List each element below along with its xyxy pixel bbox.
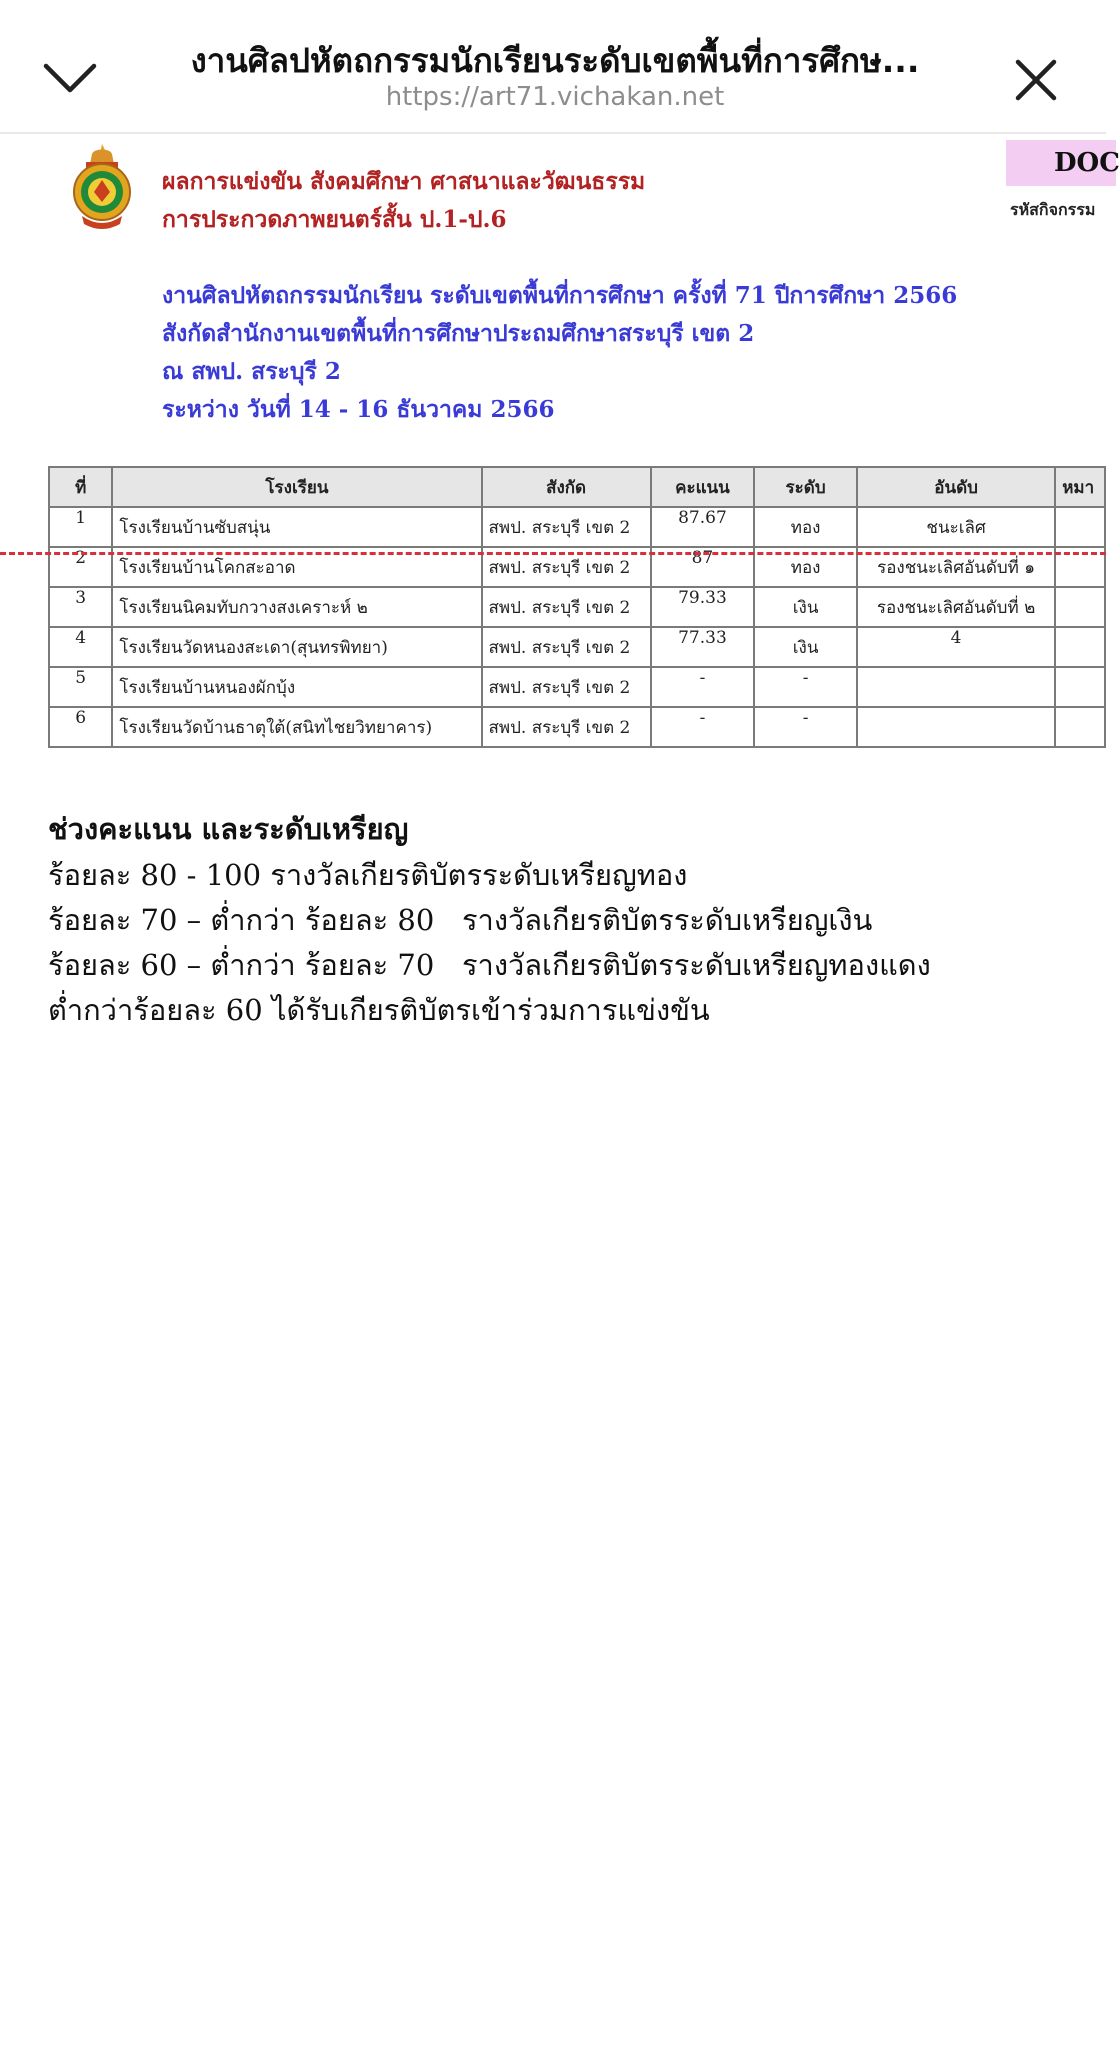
obec-seal-logo xyxy=(70,142,134,234)
cell-level: ทอง xyxy=(754,507,857,547)
cell-score: - xyxy=(651,667,755,707)
table-row xyxy=(49,667,1105,707)
cell-rank: รองชนะเลิศอันดับที่ ๑ xyxy=(857,547,1055,587)
cell-affiliation: สพป. สระบุรี เขต 2 xyxy=(482,587,651,627)
cell-level: เงิน xyxy=(754,587,857,627)
header-note: หมา xyxy=(1055,467,1105,507)
table-row xyxy=(49,587,1105,627)
cell-score: 77.33 xyxy=(651,627,755,667)
medal-criteria-participation: ต่ำกว่าร้อยละ 60 ได้รับเกียรติบัตรเข้าร่วมการแข่งขัน xyxy=(48,993,710,1027)
table-row xyxy=(49,707,1105,747)
cell-affiliation: สพป. สระบุรี เขต 2 xyxy=(482,667,651,707)
cell-affiliation: สพป. สระบุรี เขต 2 xyxy=(482,627,651,667)
cell-note xyxy=(1055,587,1105,627)
event-dates: ระหว่าง วันที่ 14 - 16 ธันวาคม 2566 xyxy=(162,396,555,423)
cell-no: 3 xyxy=(49,587,112,627)
medal-criteria-title: ช่วงคะแนน และระดับเหรียญ xyxy=(48,812,409,846)
cell-score: 87 xyxy=(651,547,755,587)
results-table xyxy=(48,466,1106,748)
cell-note xyxy=(1055,707,1105,747)
cell-level: - xyxy=(754,667,857,707)
header-no: ที่ xyxy=(49,467,112,507)
chevron-down-icon[interactable] xyxy=(38,48,102,104)
document-content xyxy=(0,134,1120,2048)
cell-school: โรงเรียนบ้านหนองผักบุ้ง xyxy=(112,667,481,707)
table-row xyxy=(49,627,1105,667)
table-header-row xyxy=(49,467,1105,507)
cell-note xyxy=(1055,507,1105,547)
header-score: คะแนน xyxy=(651,467,755,507)
page-url[interactable]: https://art71.vichakan.net xyxy=(385,82,725,112)
close-icon[interactable] xyxy=(1006,50,1066,110)
cell-note xyxy=(1055,667,1105,707)
red-annotation-line xyxy=(0,552,1106,555)
doc-label: DOC xyxy=(1006,140,1116,186)
cell-level: เงิน xyxy=(754,627,857,667)
cell-note xyxy=(1055,627,1105,667)
activity-code-label: รหัสกิจกรรม xyxy=(1010,200,1096,219)
browser-top-bar xyxy=(0,0,1106,134)
header-rank: อันดับ xyxy=(857,467,1055,507)
cell-score: 87.67 xyxy=(651,507,755,547)
cell-rank: ชนะเลิศ xyxy=(857,507,1055,547)
event-name: งานศิลปหัตถกรรมนักเรียน ระดับเขตพื้นที่การศึกษา ครั้งที่ 71 ปีการศึกษา 2566 xyxy=(162,282,958,309)
page-title: งานศิลปหัตถกรรมนักเรียนระดับเขตพื้นที่การศึกษ... xyxy=(190,41,920,80)
cell-score: - xyxy=(651,707,755,747)
cell-affiliation: สพป. สระบุรี เขต 2 xyxy=(482,707,651,747)
medal-criteria-bronze: ร้อยละ 60 – ต่ำกว่า ร้อยละ 70 รางวัลเกียรติบัตรระดับเหรียญทองแดง xyxy=(48,948,931,982)
cell-school: โรงเรียนนิคมทับกวางสงเคราะห์ ๒ xyxy=(112,587,481,627)
medal-criteria-gold: ร้อยละ 80 - 100 รางวัลเกียรติบัตรระดับเหรียญทอง xyxy=(48,858,688,892)
cell-school: โรงเรียนบ้านซับสนุ่น xyxy=(112,507,481,547)
cell-level: - xyxy=(754,707,857,747)
cell-rank xyxy=(857,667,1055,707)
medal-criteria-silver: ร้อยละ 70 – ต่ำกว่า ร้อยละ 80 รางวัลเกียรติบัตรระดับเหรียญเงิน xyxy=(48,903,873,937)
cell-school: โรงเรียนวัดบ้านธาตุใต้(สนิทไชยวิทยาคาร) xyxy=(112,707,481,747)
cell-rank: 4 xyxy=(857,627,1055,667)
cell-affiliation: สพป. สระบุรี เขต 2 xyxy=(482,507,651,547)
result-title: ผลการแข่งขัน สังคมศึกษา ศาสนาและวัฒนธรรม xyxy=(162,168,646,195)
cell-no: 5 xyxy=(49,667,112,707)
cell-affiliation: สพป. สระบุรี เขต 2 xyxy=(482,547,651,587)
cell-level: ทอง xyxy=(754,547,857,587)
venue: ณ สพป. สระบุรี 2 xyxy=(162,358,341,385)
cell-school: โรงเรียนวัดหนองสะเดา(สุนทรพิทยา) xyxy=(112,627,481,667)
cell-rank xyxy=(857,707,1055,747)
contest-name: การประกวดภาพยนตร์สั้น ป.1-ป.6 xyxy=(162,206,507,233)
header-school: โรงเรียน xyxy=(112,467,481,507)
cell-rank: รองชนะเลิศอันดับที่ ๒ xyxy=(857,587,1055,627)
cell-no: 6 xyxy=(49,707,112,747)
cell-no: 1 xyxy=(49,507,112,547)
cell-no: 2 xyxy=(49,547,112,587)
organizer: สังกัดสำนักงานเขตพื้นที่การศึกษาประถมศึกษาสระบุรี เขต 2 xyxy=(162,320,755,347)
cell-no: 4 xyxy=(49,627,112,667)
cell-school: โรงเรียนบ้านโคกสะอาด xyxy=(112,547,481,587)
table-row xyxy=(49,507,1105,547)
header-level: ระดับ xyxy=(754,467,857,507)
cell-score: 79.33 xyxy=(651,587,755,627)
header-affiliation: สังกัด xyxy=(482,467,651,507)
